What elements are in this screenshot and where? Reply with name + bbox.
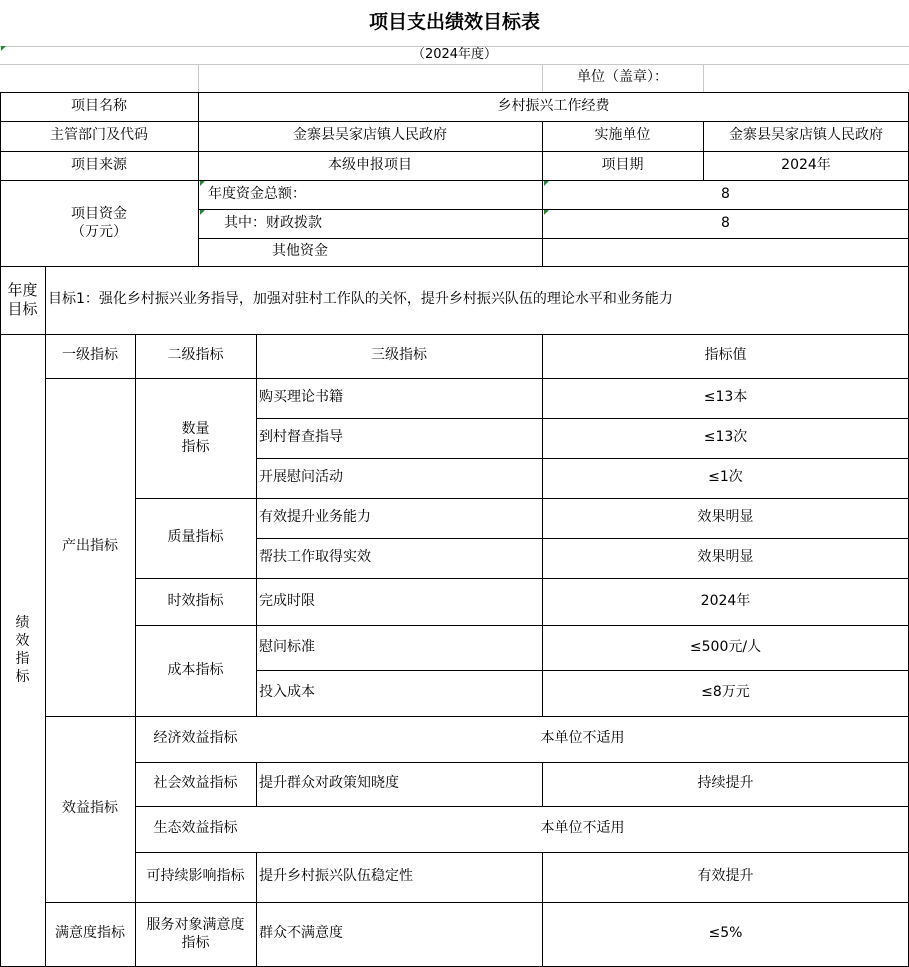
header-level3: 三级指标 bbox=[371, 347, 427, 364]
indicator-name: 帮扶工作取得实效 bbox=[259, 549, 371, 566]
indicator-name: 群众不满意度 bbox=[259, 925, 343, 942]
output-indicator-label: 产出指标 bbox=[62, 538, 118, 555]
annual-goal-label: 年度 目标 bbox=[7, 280, 38, 318]
indicator-name: 开展慰问活动 bbox=[259, 469, 343, 486]
indicator-name: 提升群众对政策知晓度 bbox=[259, 775, 399, 792]
header-indicator-value: 指标值 bbox=[704, 347, 747, 364]
project-name-label: 项目名称 bbox=[71, 97, 127, 114]
implementing-unit-label: 实施单位 bbox=[594, 127, 651, 144]
indicator-value: ≤5% bbox=[708, 925, 743, 942]
indicator-name: 提升乡村振兴队伍稳定性 bbox=[259, 868, 413, 885]
performance-indicators-label: 绩 效 指 标 bbox=[15, 614, 30, 686]
annual-total-label: 年度资金总额： bbox=[208, 185, 306, 202]
social-benefit-label: 社会效益指标 bbox=[153, 775, 238, 792]
indicator-name: 投入成本 bbox=[259, 684, 315, 701]
fiscal-allocation-value: 8 bbox=[721, 214, 730, 231]
indicator-name: 有效提升业务能力 bbox=[259, 509, 371, 526]
indicator-value: ≤13次 bbox=[703, 429, 748, 446]
indicator-name: 慰问标准 bbox=[259, 638, 315, 655]
indicator-value: 2024年 bbox=[700, 592, 751, 609]
project-period-value: 2024年 bbox=[781, 156, 831, 173]
ecological-benefit-label: 生态效益指标 bbox=[153, 820, 238, 837]
header-level1: 一级指标 bbox=[62, 347, 118, 364]
page-title: 项目支出绩效目标表 bbox=[368, 11, 540, 34]
fiscal-allocation-label: 其中：财政拨款 bbox=[224, 214, 322, 231]
other-funds-label: 其他资金 bbox=[272, 243, 328, 260]
project-funds-label: 项目资金 （万元） bbox=[71, 205, 127, 240]
indicator-value: ≤500元/人 bbox=[689, 638, 762, 655]
satisfaction-indicator-label: 满意度指标 bbox=[55, 925, 125, 942]
economic-benefit-label: 经济效益指标 bbox=[153, 730, 238, 747]
indicator-value: 持续提升 bbox=[697, 775, 754, 792]
indicator-value: 效果明显 bbox=[697, 549, 754, 566]
cost-indicator-label: 成本指标 bbox=[167, 661, 224, 678]
fiscal-year: （2024年度） bbox=[411, 46, 498, 62]
indicator-name: 完成时限 bbox=[259, 592, 315, 609]
indicator-value: ≤8万元 bbox=[701, 684, 750, 701]
project-name-value: 乡村振兴工作经费 bbox=[497, 97, 610, 114]
project-source-value: 本级申报项目 bbox=[328, 156, 412, 173]
benefit-indicator-label: 效益指标 bbox=[62, 800, 118, 817]
indicator-name: 购买理论书籍 bbox=[259, 389, 343, 406]
implementing-unit-value: 金寨县吴家店镇人民政府 bbox=[729, 127, 883, 144]
economic-benefit-value: 本单位不适用 bbox=[540, 730, 625, 747]
sustainability-label: 可持续影响指标 bbox=[146, 868, 245, 885]
indicator-value: ≤13本 bbox=[703, 389, 748, 406]
project-period-label: 项目期 bbox=[601, 156, 644, 173]
indicator-value: 有效提升 bbox=[697, 868, 754, 885]
annual-total-value: 8 bbox=[721, 185, 730, 202]
indicator-name: 到村督查指导 bbox=[259, 429, 343, 446]
other-funds-value bbox=[542, 238, 909, 266]
header-level2: 二级指标 bbox=[167, 347, 224, 364]
project-source-label: 项目来源 bbox=[71, 156, 127, 173]
indicator-value: 效果明显 bbox=[697, 509, 754, 526]
unit-stamp-label: 单位（盖章）： bbox=[577, 69, 668, 86]
annual-goal-text: 目标1：强化乡村振兴业务指导，加强对驻村工作队的关怀，提升乡村振兴队伍的理论水平和业务能力 bbox=[48, 291, 673, 308]
ecological-benefit-value: 本单位不适用 bbox=[540, 820, 625, 837]
service-satisfaction-label: 服务对象满意度 指标 bbox=[146, 916, 245, 951]
indicator-value: ≤1次 bbox=[708, 469, 743, 486]
department-value: 金寨县吴家店镇人民政府 bbox=[293, 127, 447, 144]
quantity-indicator-label: 数量 指标 bbox=[181, 420, 210, 455]
timeliness-indicator-label: 时效指标 bbox=[167, 592, 224, 609]
department-label: 主管部门及代码 bbox=[50, 127, 148, 144]
quality-indicator-label: 质量指标 bbox=[167, 529, 224, 546]
